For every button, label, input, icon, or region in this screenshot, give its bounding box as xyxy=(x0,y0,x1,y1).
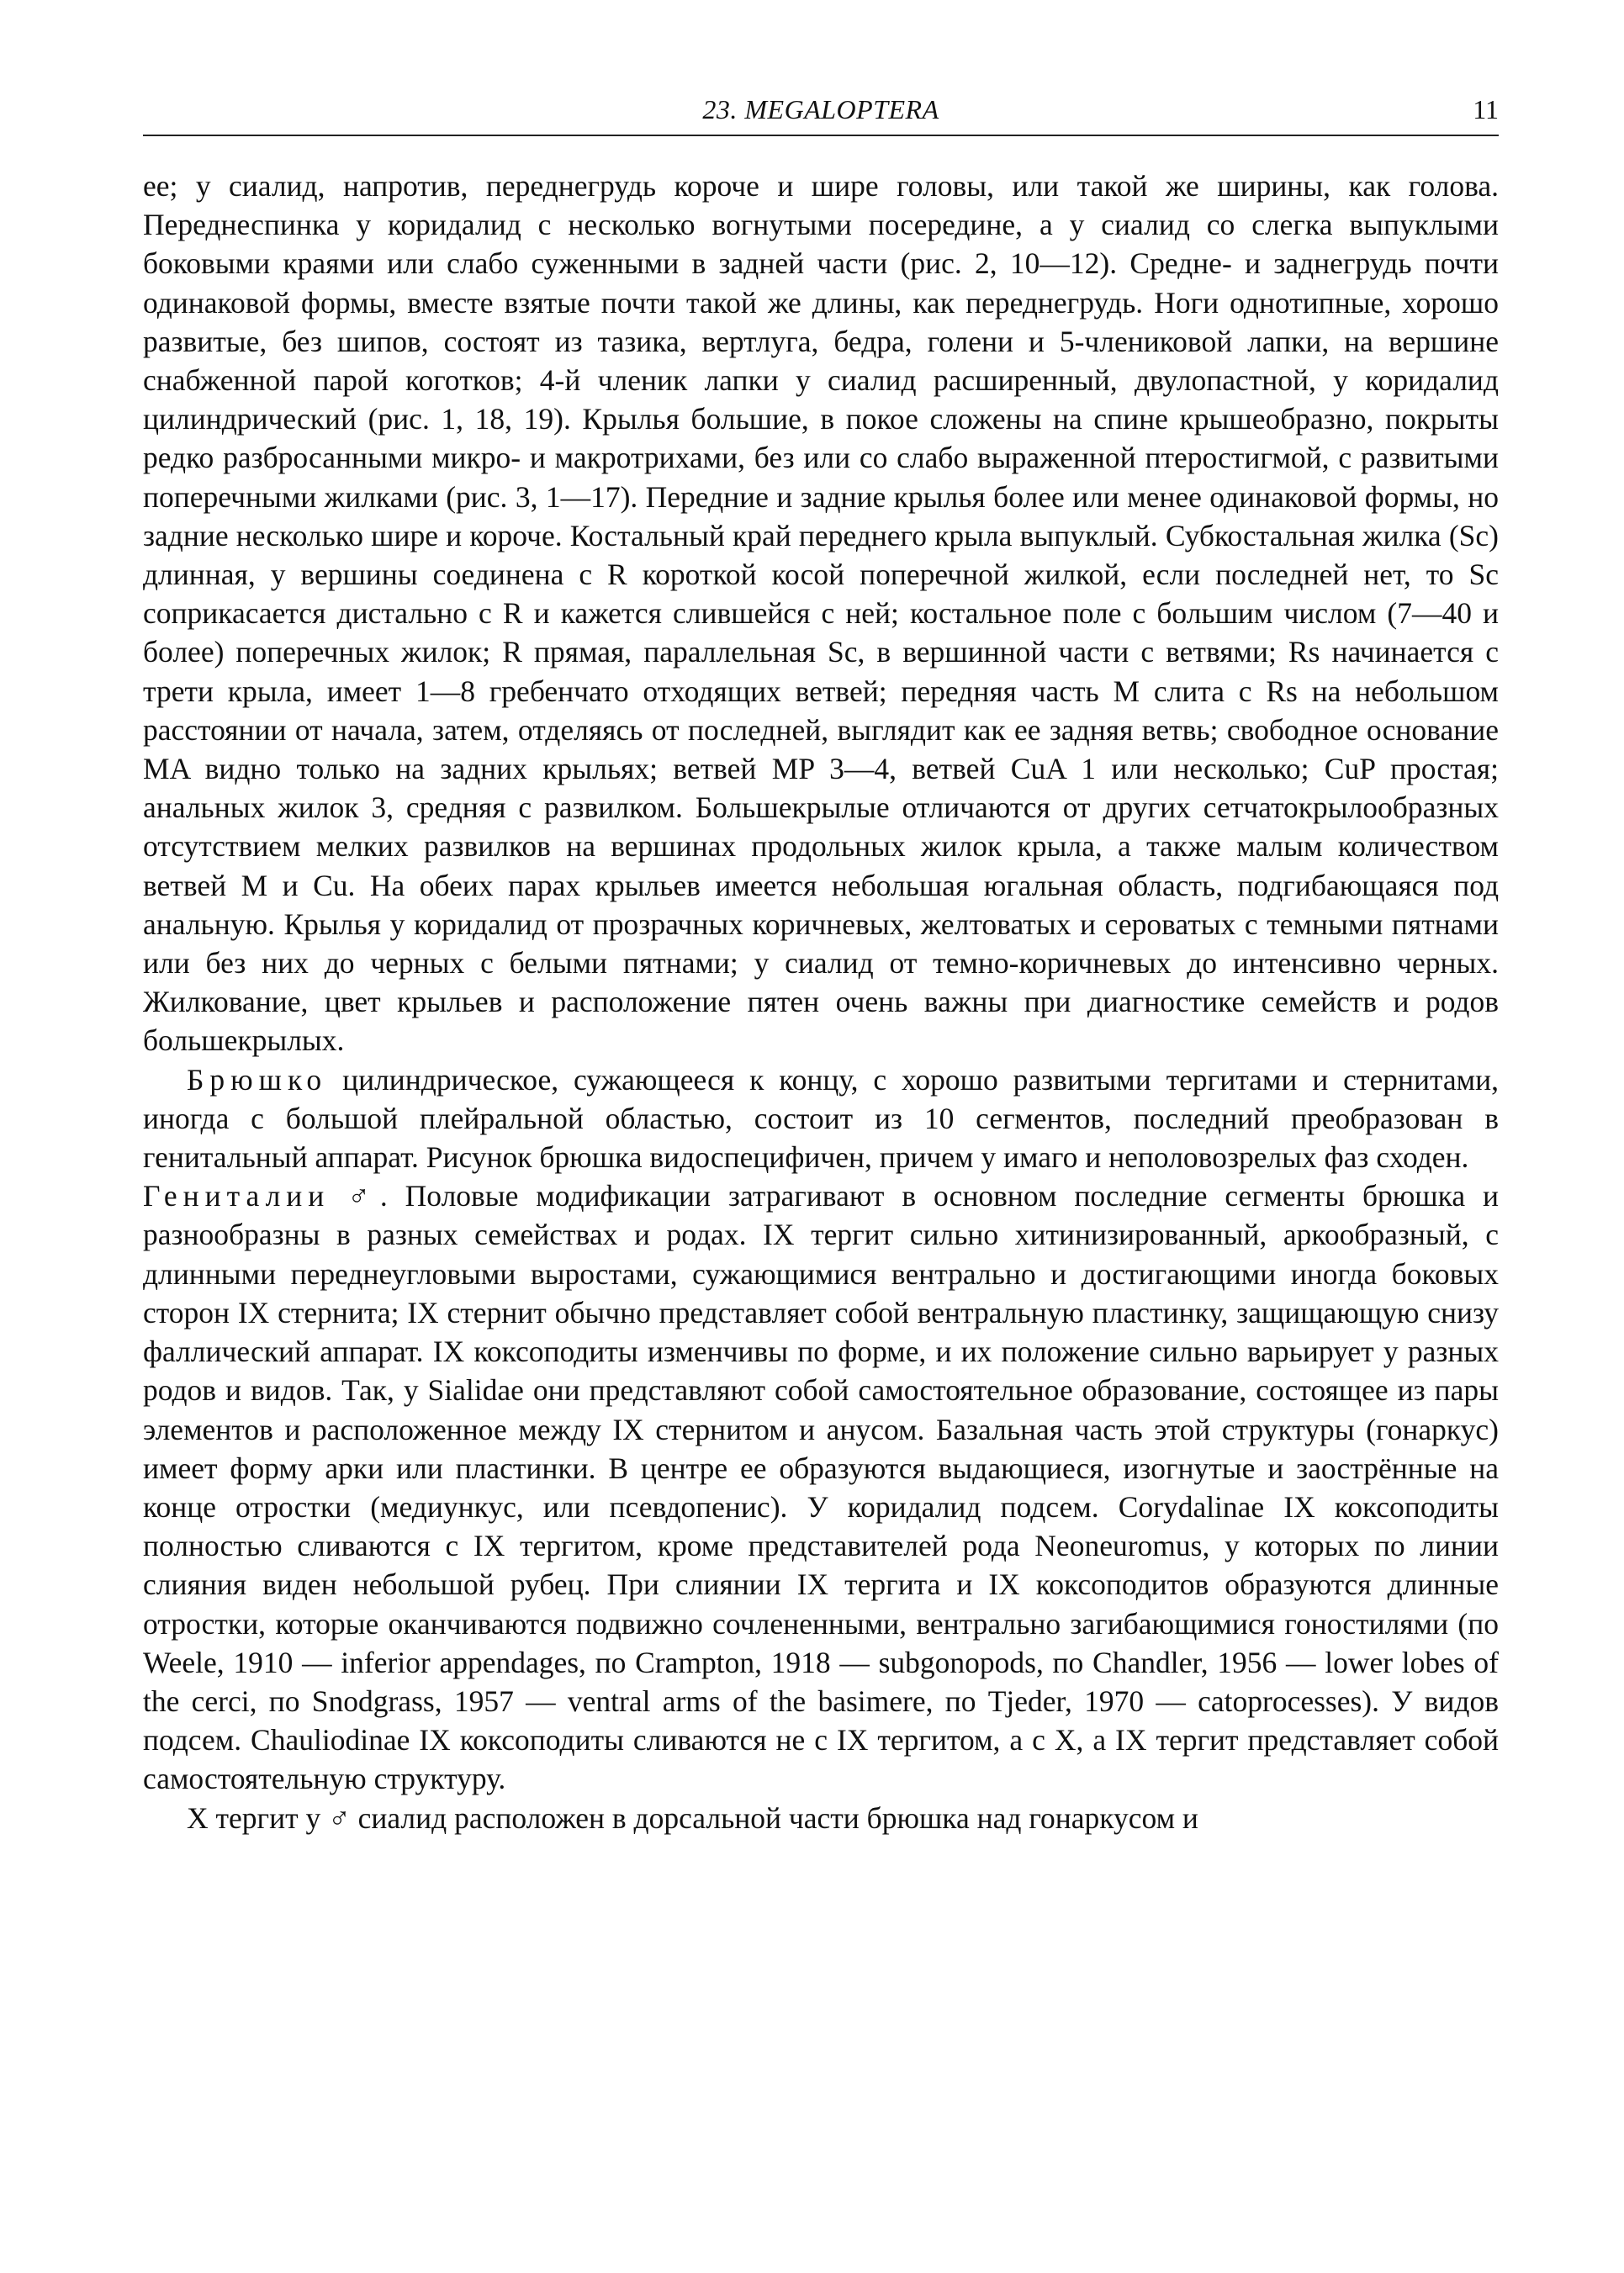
paragraph xyxy=(143,167,1499,1060)
paragraph xyxy=(143,1176,1499,1798)
paragraph-text: X тергит у ♂ сиалид расположен в дорсальной части брюшка над гонаркусом и xyxy=(187,1800,1198,1835)
document-page xyxy=(143,84,1499,1837)
body-text xyxy=(143,167,1499,1837)
header-title: 23. MEGALOPTERA xyxy=(702,94,939,124)
paragraph xyxy=(143,1799,1499,1837)
running-header xyxy=(143,84,1499,136)
paragraph-text: цилиндрическое, сужающееся к концу, с хорошо развитыми тергитами и стернитами, иногда с большой плейральной областью, состоит из 10 сегментов, последний преобразован в генитальный аппарат. Рисунок брюшка видоспецифичен, причем у имаго и неполовозрелых фаз сходен. xyxy=(143,1062,1499,1175)
section-lead-word: Гениталии xyxy=(143,1179,331,1213)
section-lead-word: Брюшко xyxy=(187,1062,328,1097)
paragraph xyxy=(143,1060,1499,1177)
page-number: 11 xyxy=(1473,94,1499,124)
paragraph-text: ее; у сиалид, напротив, переднегрудь короче и шире головы, или такой же ширины, как голова. Переднеспинка у коридалид с несколько вогнутыми посередине, а у сиалид со слегка выпуклыми боковыми краями или слабо суженными в задней части (рис. 2, 10—12). Средне- и заднегрудь почти одинаковой формы, вместе взятые почти такой же длины, как переднегрудь. Ноги однотипные, хорошо развитые, без шипов, состоят из тазика, вертлуга, бедра, голени и 5-члениковой лапки, на вершине снабженной парой коготков; 4-й членик лапки у сиалид расширенный, двулопастной, у коридалид цилиндрический (рис. 1, 18, 19). Крылья большие, в покое сложены на спине крышеобразно, покрыты редко разбросанными микро- и макротрихами, без или со слабо выраженной птеростигмой, с развитыми поперечными жилками (рис. 3, 1—17). Передние и задние крылья более или менее одинаковой формы, но задние несколько шире и короче. Костальный край переднего крыла выпуклый. Субкостальная жилка (Sc) длинная, у вершины соединена с R короткой косой поперечной жилкой, если последней нет, то Sc соприкасается дистально с R и кажется слившейся с ней; костальное поле с большим числом (7—40 и более) поперечных жилок; R прямая, параллельная Sc, в вершинной части с ветвями; Rs начинается с трети крыла, имеет 1—8 гребенчато отходящих ветвей; передняя часть M слита с Rs на небольшом расстоянии от начала, затем, отделяясь от последней, выглядит как ее задняя ветвь; свободное основание MA видно только на задних крыльях; ветвей MP 3—4, ветвей CuA 1 или несколько; CuP простая; анальных жилок 3, средняя с развилком. Большекрылые отличаются от других сетчатокрылообразных отсутствием мелких развилков на вершинах продольных жилок крыла, а также малым количеством ветвей M и Cu. На обеих парах крыльев имеется небольшая югальная область, подгибающаяся под анальную. Крылья у коридалид от прозрачных коричневых, желтоватых и сероватых с темными пятнами или без них до черных с белыми пятнами; у сиалид от темно-коричневых до интенсивно черных. Жилкование, цвет крыльев и расположение пятен очень важны при диагностике семейств и родов большекрылых. xyxy=(143,169,1499,1058)
paragraph-text: ♂. Половые модификации затрагивают в основном последние сегменты брюшка и разнообразны в разных семействах и родах. IX тергит сильно хитинизированный, аркообразный, с длинными переднеугловыми выростами, сужающимися вентрально и достигающими иногда боковых сторон IX стернита; IX стернит обычно представляет собой вентральную пластинку, защищающую снизу фаллический аппарат. IX коксоподиты изменчивы по форме, и их положение сильно варьирует у разных родов и видов. Так, у Sialidae они представляют собой самостоятельное образование, состоящее из пары элементов и расположенное между IX стернитом и анусом. Базальная часть этой структуры (гонаркус) имеет форму арки или пластинки. В центре ее образуются выдающиеся, изогнутые и заострённые на конце отростки (медиункус, или псевдопенис). У коридалид подсем. Corydalinae IX коксоподиты полностью сливаются с IX тергитом, кроме представителей рода Neoneuromus, у которых по линии слияния виден небольшой рубец. При слиянии IX тергита и IX коксоподитов образуются длинные отростки, которые оканчиваются подвижно сочлененными, вентрально загибающимися гоностилями (по Weele, 1910 — inferior appendages, по Crampton, 1918 — subgonopods, по Chandler, 1956 — lower lobes of the cerci, по Snodgrass, 1957 — ventral arms of the basimere, по Tjeder, 1970 — catoprocesses). У видов подсем. Chauliodinae IX коксоподиты сливаются не с IX тергитом, а с X, а IX тергит представляет собой самостоятельную структуру. xyxy=(143,1179,1499,1796)
